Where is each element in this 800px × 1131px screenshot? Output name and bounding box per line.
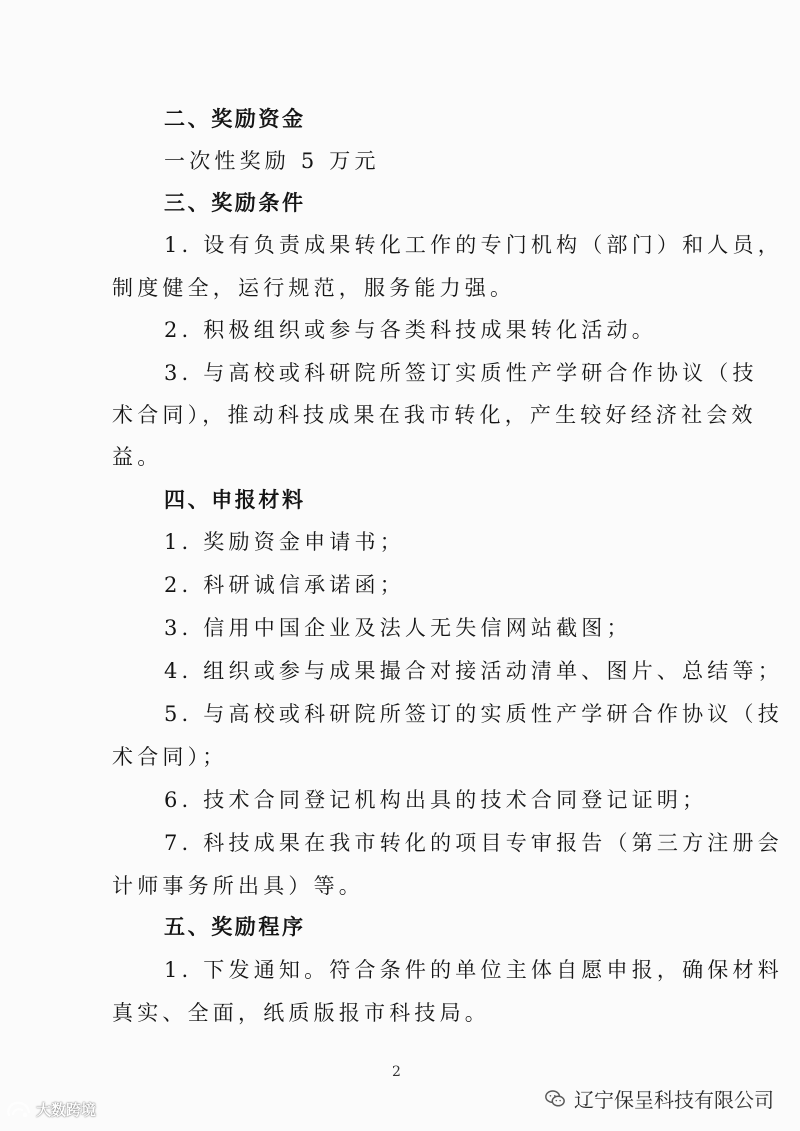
left-watermark-text: 大数跨境 xyxy=(36,1101,97,1119)
paragraph-line: 益。 xyxy=(112,445,163,469)
list-item: 4. 组织或参与成果撮合对接活动清单、图片、总结等； xyxy=(164,659,783,683)
page-number: 2 xyxy=(392,1064,401,1080)
right-watermark xyxy=(544,1084,774,1113)
paragraph-line: 术合同），推动科技成果在我市转化，产生较好经济社会效 xyxy=(112,403,757,427)
section-heading-conditions: 三、奖励条件 xyxy=(164,191,306,215)
list-item: 5. 与高校或科研院所签订的实质性产学研合作协议（技 xyxy=(164,702,783,726)
paragraph-line: 1. 下发通知。符合条件的单位主体自愿申报，确保材料 xyxy=(164,958,783,982)
wechat-icon xyxy=(544,1088,566,1110)
list-item: 6. 技术合同登记机构出具的技术合同登记证明； xyxy=(164,788,708,812)
logo-icon xyxy=(6,1100,32,1120)
section-heading-procedure: 五、奖励程序 xyxy=(164,915,306,939)
paragraph-line: 制度健全，运行规范，服务能力强。 xyxy=(112,276,516,300)
list-item: 7. 科技成果在我市转化的项目专审报告（第三方注册会 xyxy=(164,831,783,855)
list-item: 1. 奖励资金申请书； xyxy=(164,530,405,554)
paragraph-line: 2. 积极组织或参与各类科技成果转化活动。 xyxy=(164,318,657,342)
paragraph-line: 一次性奖励 5 万元 xyxy=(164,149,380,173)
list-item-continuation: 术合同）； xyxy=(112,745,228,769)
list-item: 3. 信用中国企业及法人无失信网站截图； xyxy=(164,616,632,640)
left-watermark xyxy=(6,1099,96,1120)
section-heading-materials: 四、申报材料 xyxy=(164,488,306,512)
list-item-continuation: 计师事务所出具）等。 xyxy=(112,874,364,898)
right-watermark-text: 辽宁保呈科技有限公司 xyxy=(574,1088,774,1112)
paragraph-line: 3. 与高校或科研院所签订实质性产学研合作协议（技 xyxy=(164,361,758,385)
paragraph-line: 1. 设有负责成果转化工作的专门机构（部门）和人员， xyxy=(164,233,783,257)
section-heading-funds: 二、奖励资金 xyxy=(164,107,306,131)
paragraph-line: 真实、全面，纸质版报市科技局。 xyxy=(112,1001,490,1025)
list-item: 2. 科研诚信承诺函； xyxy=(164,573,405,597)
